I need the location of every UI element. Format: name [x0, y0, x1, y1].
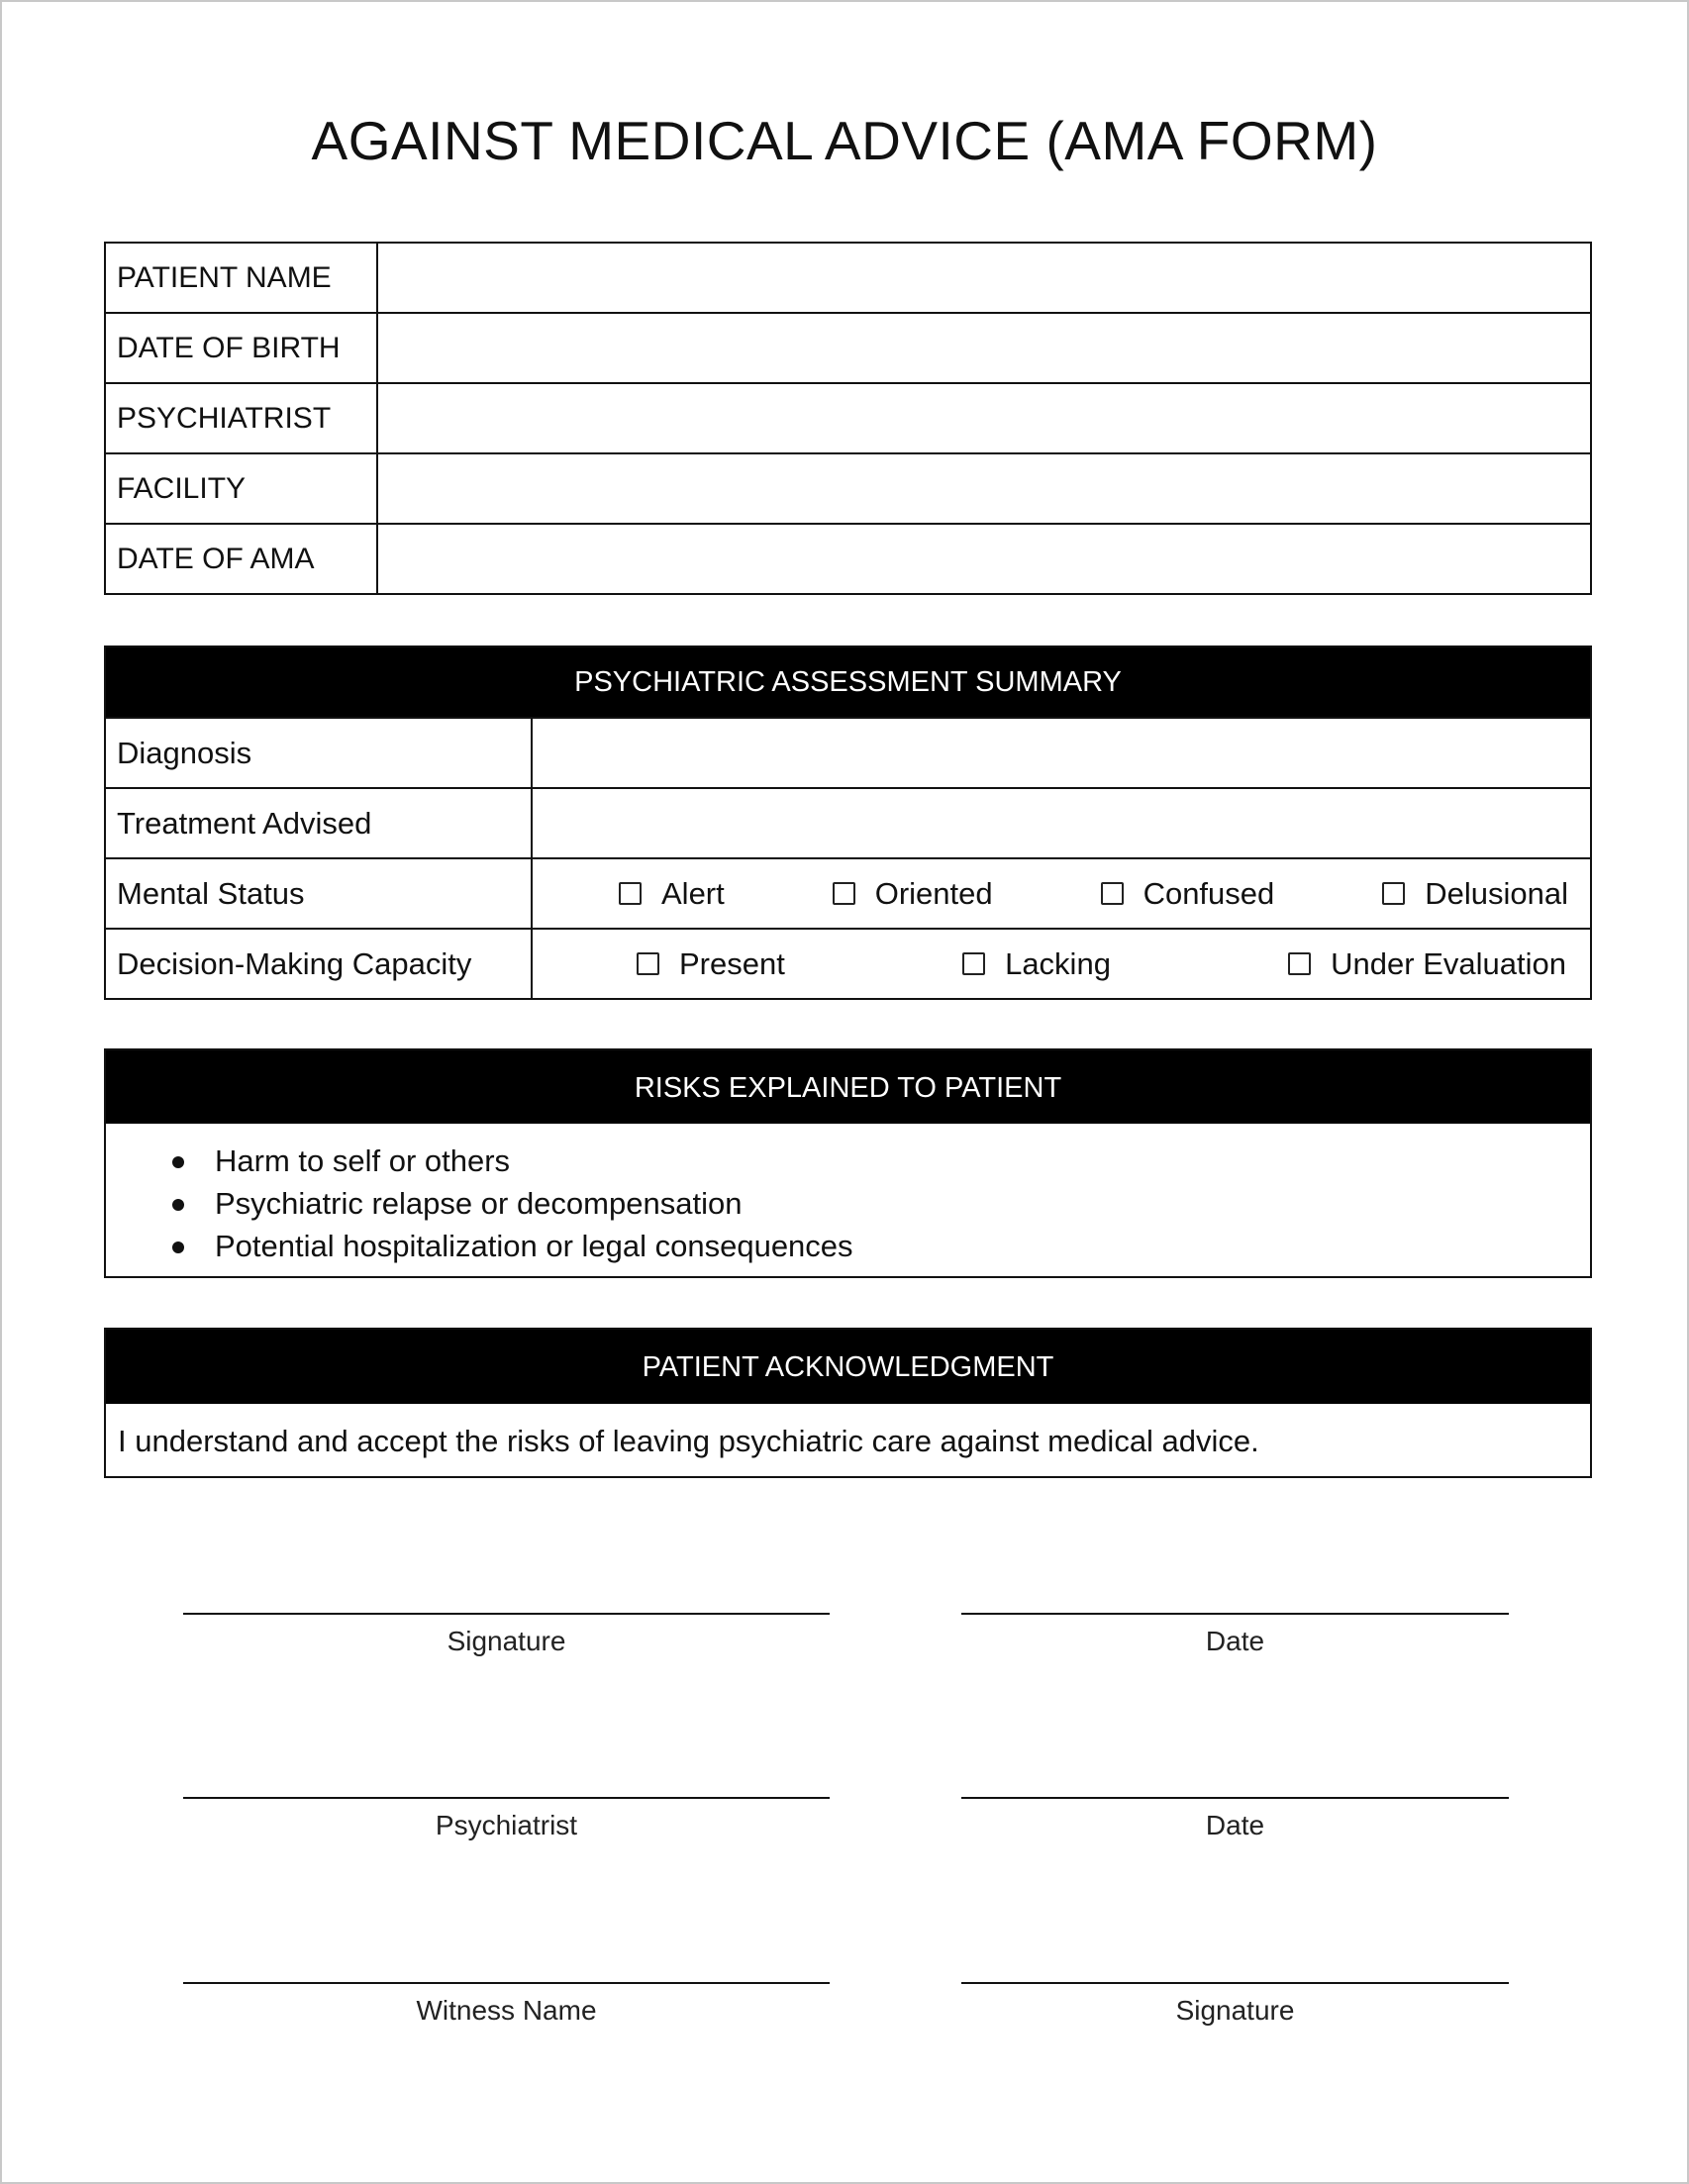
treatment-advised-label: Treatment Advised	[105, 788, 532, 858]
facility-field[interactable]	[377, 453, 1591, 524]
table-row	[105, 524, 1591, 594]
date-of-ama-field[interactable]	[377, 524, 1591, 594]
mental-status-option-delusional[interactable]	[1382, 876, 1568, 912]
mental-status-label: Mental Status	[105, 858, 532, 929]
checkbox-icon[interactable]	[962, 952, 985, 975]
date-label: Date	[1205, 1626, 1265, 1656]
option-label: Confused	[1143, 875, 1275, 911]
decision-capacity-label: Decision-Making Capacity	[105, 929, 532, 999]
facility-label: FACILITY	[105, 453, 377, 524]
option-label: Oriented	[874, 875, 993, 911]
patient-name-field[interactable]	[377, 243, 1591, 313]
psychiatrist-date-line[interactable]	[961, 1797, 1509, 1799]
acknowledgment-header: PATIENT ACKNOWLEDGMENT	[106, 1330, 1590, 1404]
table-row	[105, 858, 1591, 929]
witness-name-label: Witness Name	[416, 1995, 597, 2026]
witness-signature-label: Signature	[1175, 1995, 1295, 2026]
date-line[interactable]	[961, 1613, 1509, 1615]
capacity-option-lacking[interactable]	[962, 946, 1111, 982]
psychiatrist-signature-line[interactable]	[183, 1797, 830, 1799]
checkbox-icon[interactable]	[1101, 882, 1124, 905]
psychiatrist-signature-label: Psychiatrist	[435, 1810, 578, 1840]
assessment-table	[104, 645, 1592, 1000]
list-item	[215, 1140, 1590, 1182]
table-row	[105, 718, 1591, 788]
bullet-icon	[172, 1199, 184, 1211]
checkbox-icon[interactable]	[1288, 952, 1311, 975]
patient-info-table	[104, 242, 1592, 595]
table-row	[105, 646, 1591, 718]
mental-status-options	[532, 858, 1591, 929]
decision-capacity-options	[532, 929, 1591, 999]
signature-label: Signature	[447, 1626, 566, 1656]
option-label: Present	[679, 945, 785, 981]
diagnosis-label: Diagnosis	[105, 718, 532, 788]
bullet-icon	[172, 1156, 184, 1168]
assessment-header: PSYCHIATRIC ASSESSMENT SUMMARY	[105, 646, 1591, 718]
treatment-advised-field[interactable]	[532, 788, 1591, 858]
list-item	[215, 1182, 1590, 1225]
risks-header: RISKS EXPLAINED TO PATIENT	[106, 1050, 1590, 1124]
option-label: Under Evaluation	[1331, 945, 1566, 981]
table-row	[105, 453, 1591, 524]
psychiatrist-date-label: Date	[1205, 1810, 1265, 1840]
psychiatrist-label: PSYCHIATRIST	[105, 383, 377, 453]
table-row	[105, 929, 1591, 999]
table-row	[105, 383, 1591, 453]
risk-text: Harm to self or others	[215, 1143, 511, 1178]
risks-list	[106, 1124, 1590, 1267]
date-of-ama-label: DATE OF AMA	[105, 524, 377, 594]
acknowledgment-section	[104, 1328, 1592, 1478]
checkbox-icon[interactable]	[637, 952, 659, 975]
checkbox-icon[interactable]	[833, 882, 855, 905]
bullet-icon	[172, 1241, 184, 1253]
diagnosis-field[interactable]	[532, 718, 1591, 788]
option-label: Delusional	[1425, 875, 1568, 911]
witness-signature-line[interactable]	[961, 1982, 1509, 1984]
capacity-option-under-evaluation[interactable]	[1288, 946, 1566, 982]
psychiatrist-field[interactable]	[377, 383, 1591, 453]
table-row	[105, 243, 1591, 313]
mental-status-option-oriented[interactable]	[833, 876, 993, 912]
patient-name-label: PATIENT NAME	[105, 243, 377, 313]
table-row	[105, 313, 1591, 383]
checkbox-icon[interactable]	[619, 882, 642, 905]
witness-name-line[interactable]	[183, 1982, 830, 1984]
date-of-birth-label: DATE OF BIRTH	[105, 313, 377, 383]
risk-text: Potential hospitalization or legal consequences	[215, 1229, 853, 1263]
date-of-birth-field[interactable]	[377, 313, 1591, 383]
list-item	[215, 1225, 1590, 1267]
risks-section	[104, 1048, 1592, 1278]
capacity-option-present[interactable]	[637, 946, 785, 982]
mental-status-option-confused[interactable]	[1101, 876, 1275, 912]
acknowledgment-text: I understand and accept the risks of leaving psychiatric care against medical advice.	[118, 1424, 1259, 1458]
page-title: AGAINST MEDICAL ADVICE (AMA FORM)	[311, 110, 1378, 171]
risk-text: Psychiatric relapse or decompensation	[215, 1186, 743, 1221]
table-row	[105, 788, 1591, 858]
mental-status-option-alert[interactable]	[619, 876, 725, 912]
signature-line[interactable]	[183, 1613, 830, 1615]
option-label: Lacking	[1005, 945, 1111, 981]
checkbox-icon[interactable]	[1382, 882, 1405, 905]
option-label: Alert	[661, 875, 725, 911]
